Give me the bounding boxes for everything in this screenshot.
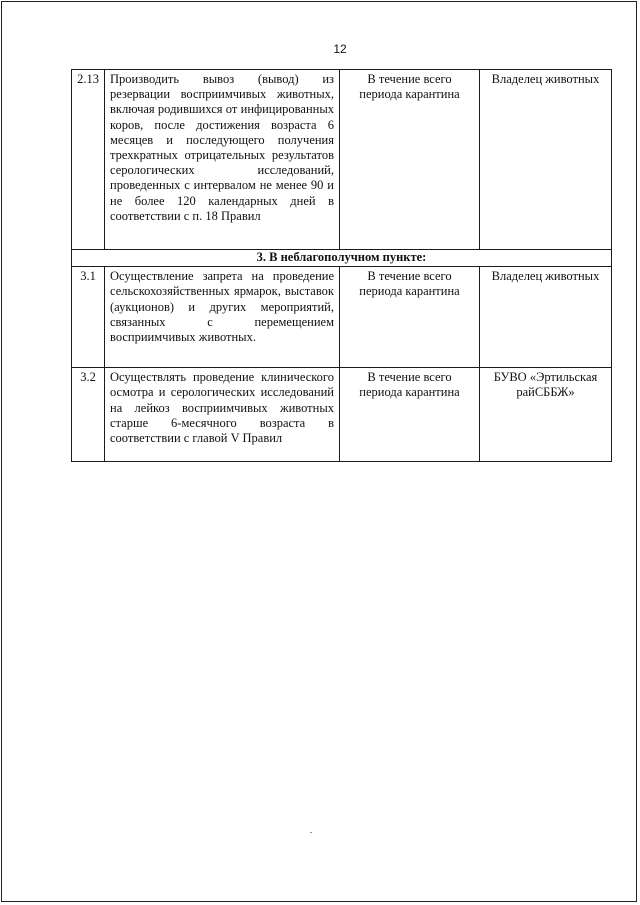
row-responsible: БУВО «Эртильская райСББЖ»: [480, 368, 612, 462]
row-action: Осуществлять проведение клинического осмотра и серологических исследований на лейкоз восприимчивых животных старше 6-месячного возраста в соответствии с главой V Правил: [105, 368, 340, 462]
row-number: 3.1: [72, 267, 105, 368]
row-number: 3.2: [72, 368, 105, 462]
row-term: В течение всего периода карантина: [340, 267, 480, 368]
scan-speck: [310, 832, 312, 833]
table-row-3-2: [72, 368, 612, 462]
page-number: 12: [333, 42, 347, 56]
row-responsible: Владелец животных: [480, 267, 612, 368]
row-term: В течение всего периода карантина: [340, 368, 480, 462]
table-row-2-13: [72, 70, 612, 250]
measures-table: [71, 69, 612, 462]
row-term: В течение всего периода карантина: [340, 70, 480, 250]
row-number: 2.13: [72, 70, 105, 250]
section-header-row: [72, 250, 612, 267]
row-action: Производить вывоз (вывод) из резервации восприимчивых животных, включая родившихся от инфицированных коров, после достижения возраста 6 месяцев и последующего получения трехкратных отрицательных результатов серологических исследований, проведенных с интервалом не менее 90 и не более 120 календарных дней в соответствии с п. 18 Правил: [105, 70, 340, 250]
row-responsible: Владелец животных: [480, 70, 612, 250]
table-row-3-1: [72, 267, 612, 368]
row-action: Осуществление запрета на проведение сельскохозяйственных ярмарок, выставок (аукционов) и других мероприятий, связанных с перемещением восприимчивых животных.: [105, 267, 340, 368]
section-title: 3. В неблагополучном пункте:: [72, 250, 612, 267]
